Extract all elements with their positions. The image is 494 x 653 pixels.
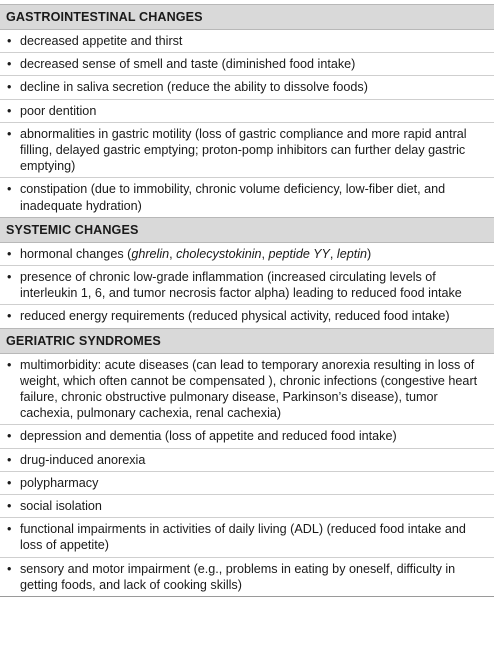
hormone-peptide-yy: peptide YY	[268, 246, 330, 261]
bullet: •	[7, 452, 12, 467]
list-item	[0, 123, 494, 179]
item-text: multimorbidity: acute diseases (can lead to temporary anorexia resulting in loss of weight, which often cannot be compensated ), chronic infections (congestive heart failure, chronic obstructive pulmonary disease, Parkinson’s disease), tumor cachexia, pulmonary cachexia, renal cachexia)	[20, 357, 478, 421]
item-text: social isolation	[20, 499, 102, 514]
item-text: poor dentition	[20, 103, 97, 118]
item-text: decline in saliva secretion (reduce the ability to dissolve foods)	[20, 80, 368, 95]
list-item	[0, 472, 494, 495]
hormone-prefix: hormonal changes (	[20, 246, 132, 261]
list-item	[0, 30, 494, 53]
bullet: •	[7, 429, 12, 444]
list-item	[0, 518, 494, 557]
item-text: sensory and motor impairment (e.g., problems in eating by oneself, difficulty in getting foods, and lack of cooking skills)	[20, 561, 456, 592]
item-text: polypharmacy	[20, 475, 99, 490]
section-header: SYSTEMIC CHANGES	[0, 217, 494, 243]
list-item	[0, 100, 494, 123]
bullet: •	[7, 57, 12, 72]
bullet: •	[7, 475, 12, 490]
bullet: •	[7, 126, 12, 141]
list-item	[0, 76, 494, 99]
section-systemic	[0, 217, 494, 328]
section-geriatric	[0, 328, 494, 597]
list-item	[0, 495, 494, 518]
bullet: •	[7, 522, 12, 537]
bullet: •	[7, 80, 12, 95]
item-text: reduced energy requirements (reduced physical activity, reduced food intake)	[20, 309, 450, 324]
list-item	[0, 53, 494, 76]
hormone-separator: ,	[261, 246, 269, 261]
item-text: decreased appetite and thirst	[20, 34, 183, 48]
hormone-suffix: )	[367, 246, 372, 261]
list-item	[0, 449, 494, 472]
bullet: •	[7, 103, 12, 118]
section-header: GERIATRIC SYNDROMES	[0, 328, 494, 354]
bullet: •	[7, 270, 12, 285]
bullet: •	[7, 182, 12, 197]
list-item	[0, 305, 494, 327]
hormone-leptin: leptin	[336, 246, 368, 261]
bullet: •	[7, 357, 12, 372]
item-text: presence of chronic low-grade inflammation (increased circulating levels of interleukin 1, 6, and tumor necrosis factor alpha) leading to reduced food intake	[20, 270, 462, 301]
item-text: abnormalities in gastric motility (loss of gastric compliance and more rapid antral filling, delayed gastric emptying; proton-pomp inhibitors can further delay gastric emptying)	[20, 126, 467, 174]
item-text: constipation (due to immobility, chronic volume deficiency, low-fiber diet, and inadequate hydration)	[20, 182, 446, 213]
list-item	[0, 178, 494, 216]
list-item	[0, 558, 494, 596]
item-text: drug-induced anorexia	[20, 452, 146, 467]
item-text: decreased sense of smell and taste (diminished food intake)	[20, 57, 356, 72]
list-item	[0, 243, 494, 266]
hormone-cholecystokinin: cholecystokinin	[176, 246, 262, 261]
list-item	[0, 266, 494, 305]
list-item	[0, 425, 494, 448]
hormone-separator: ,	[169, 246, 177, 261]
bullet: •	[7, 499, 12, 514]
section-header: GASTROINTESTINAL CHANGES	[0, 4, 494, 30]
item-text	[20, 247, 371, 261]
section-gastrointestinal	[0, 4, 494, 217]
item-text: depression and dementia (loss of appetite and reduced food intake)	[20, 429, 397, 444]
hormone-separator: ,	[329, 246, 337, 261]
list-item	[0, 354, 494, 426]
bullet: •	[7, 561, 12, 576]
item-text: functional impairments in activities of daily living (ADL) (reduced food intake and loss of appetite)	[20, 522, 466, 553]
bullet: •	[7, 309, 12, 324]
bullet: •	[7, 34, 12, 48]
hormone-ghrelin: ghrelin	[131, 246, 170, 261]
bullet: •	[7, 246, 12, 261]
